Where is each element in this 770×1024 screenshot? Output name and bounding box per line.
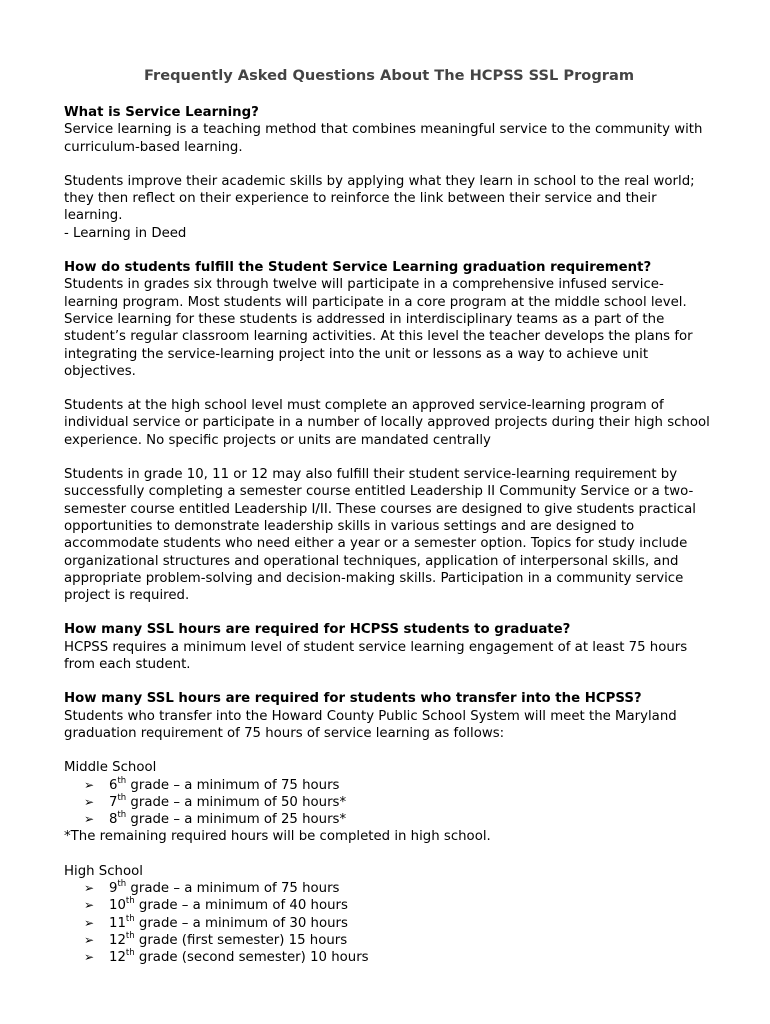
middle-school-block — [64, 759, 714, 845]
arrow-bullet-icon: ➢ — [84, 898, 95, 913]
faq-answer-paragraph: Service learning is a teaching method that combines meaningful service to the community with curriculum-based learning. — [64, 122, 703, 155]
faq-answer-paragraph: Students at the high school level must complete an approved service-learning program of individual service or participate in a number of locally approved projects during their high school experience. No specific projects or units are mandated centrally — [64, 398, 710, 448]
list-item: ➢ 9th grade – a minimum of 75 hours — [84, 878, 340, 896]
list-item: ➢ 12th grade (first semester) 15 hours — [84, 930, 348, 948]
list-item: ➢ 8th grade – a minimum of 25 hours* — [84, 810, 347, 828]
high-school-list — [64, 880, 714, 966]
faq-section — [64, 621, 714, 673]
document-page — [64, 66, 714, 966]
arrow-bullet-icon: ➢ — [84, 812, 95, 827]
attribution: - Learning in Deed — [64, 225, 187, 241]
list-heading: High School — [64, 863, 143, 879]
faq-answer-paragraph: Students in grades six through twelve will participate in a comprehensive infused service-learning program. Most students will participate in a core program at the middle school level. Service learning for these students is addressed in interdisciplinary teams as a part of the student’s regular classroom learning activities. At this level the teacher develops the plans for integrating the service-learning project into the unit or lessons as a way to achieve unit objectives. — [64, 277, 693, 379]
list-item: ➢ 11th grade – a minimum of 30 hours — [84, 913, 348, 931]
arrow-bullet-icon: ➢ — [84, 950, 95, 965]
faq-question: How many SSL hours are required for students who transfer into the HCPSS? — [64, 691, 642, 707]
list-item: ➢ 10th grade – a minimum of 40 hours — [84, 896, 348, 914]
arrow-bullet-icon: ➢ — [84, 777, 95, 792]
faq-question: How many SSL hours are required for HCPSS students to graduate? — [64, 622, 571, 638]
faq-section — [64, 104, 714, 242]
page-title: Frequently Asked Questions About The HCPSS SSL Program — [143, 67, 635, 84]
list-heading: Middle School — [64, 760, 157, 776]
faq-answer-paragraph: Students in grade 10, 11 or 12 may also fulfill their student service-learning requirement by successfully completing a semester course entitled Leadership II Community Service or a two-semester course entitled Leadership I/II. These courses are designed to give students practical opportunities to demonstrate leadership skills in various settings and are designed to accommodate students who need either a year or a semester option. Topics for study include organizational structures and operational techniques, application of interpersonal skills, and appropriate problem-solving and decision-making skills. Participation in a community service project is required. — [64, 467, 696, 604]
middle-school-list — [64, 777, 714, 829]
faq-section — [64, 690, 714, 742]
arrow-bullet-icon: ➢ — [84, 880, 95, 895]
list-item: ➢ 7th grade – a minimum of 50 hours* — [84, 792, 347, 810]
faq-answer-paragraph: HCPSS requires a minimum level of student service learning engagement of at least 75 hours from each student. — [64, 639, 688, 673]
arrow-bullet-icon: ➢ — [84, 915, 95, 930]
faq-answer-paragraph: Students improve their academic skills by applying what they learn in school to the real world; they then reflect on their experience to reinforce the link between their service and their learning. — [64, 173, 695, 224]
high-school-block — [64, 863, 714, 967]
faq-question: What is Service Learning? — [64, 105, 259, 120]
list-item: ➢ 6th grade – a minimum of 75 hours — [84, 775, 340, 793]
arrow-bullet-icon: ➢ — [84, 794, 95, 809]
faq-answer-paragraph: Students who transfer into the Howard County Public School System will meet the Maryland graduation requirement of 75 hours of service learning as follows: — [64, 708, 677, 741]
arrow-bullet-icon: ➢ — [84, 932, 95, 947]
faq-section — [64, 259, 714, 604]
footnote: *The remaining required hours will be completed in high school. — [64, 829, 491, 845]
list-item: ➢ 12th grade (second semester) 10 hours — [84, 948, 369, 966]
faq-question: How do students fulfill the Student Service Learning graduation requirement? — [64, 260, 652, 276]
